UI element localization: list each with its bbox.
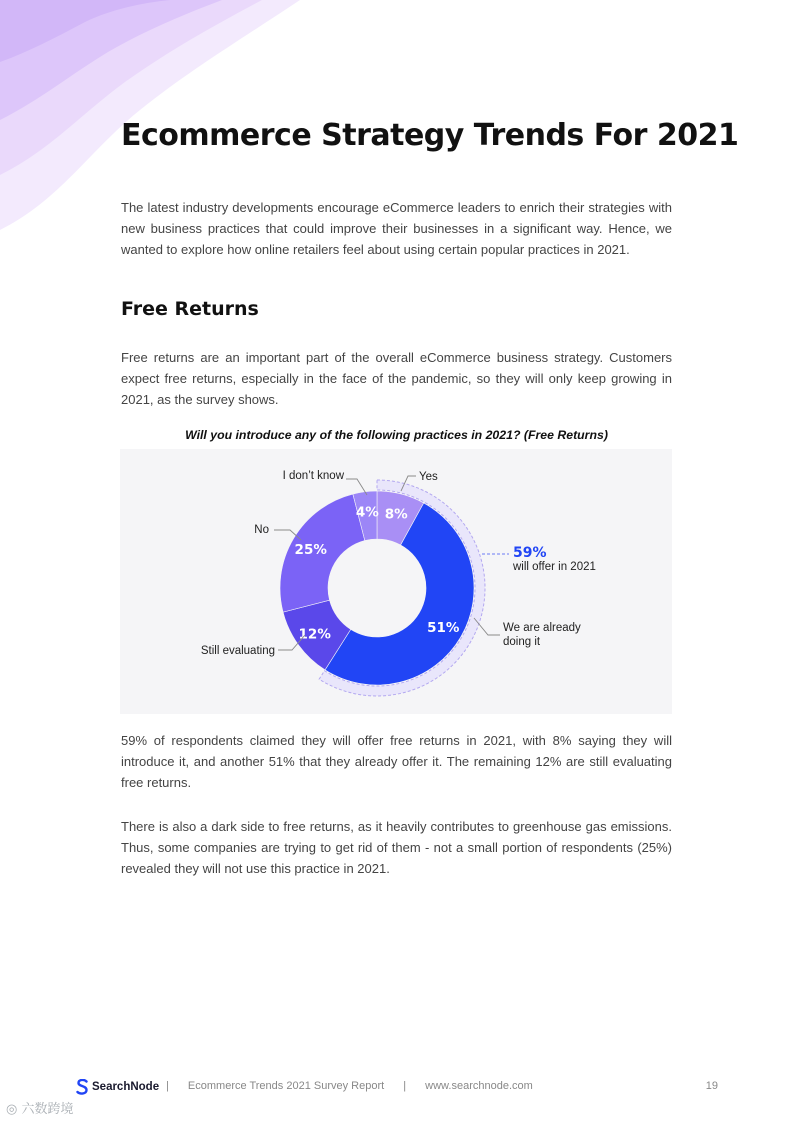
section-paragraph: Free returns are an important part of the overall eCommerce business strategy. Customers expect free returns, especially in the face of the pandemic, so they will only keep growing in 2021, as the survey shows. [121, 350, 672, 408]
chart-title: Will you introduce any of the following practices in 2021? (Free Returns) [185, 428, 608, 442]
label-dont-know: I don’t know [282, 470, 344, 482]
label-already-line1: We are already [503, 622, 581, 634]
donut-chart-panel [120, 449, 672, 714]
section-heading: Free Returns [121, 298, 259, 320]
label-already-line2: doing it [503, 636, 541, 648]
intro-paragraph: The latest industry developments encourage eCommerce leaders to enrich their strategies with new business practices that could improve their businesses in a significant way. Hence, we wanted to explore how online retailers feel about using certain popular practices in 2021. [121, 200, 672, 258]
searchnode-logo [76, 1079, 159, 1095]
page-title: Ecommerce Strategy Trends For 2021 [121, 118, 739, 153]
result-paragraph-1: 59% of respondents claimed they will offer free returns in 2021, with 8% saying they will introduce it, and another 51% that they already offer it. The remaining 12% are still evaluating free returns. [121, 733, 672, 791]
footer-brand: SearchNode [92, 1081, 160, 1093]
callout-text: will offer in 2021 [513, 561, 596, 573]
footer-separator: | [166, 1080, 169, 1092]
label-still-evaluating: Still evaluating [200, 645, 275, 657]
footer-separator: | [403, 1080, 407, 1092]
footer-report-title: Ecommerce Trends 2021 Survey Report [187, 1080, 385, 1092]
page-footer [76, 1079, 718, 1097]
callout-value: 59% [513, 545, 547, 561]
slice-value-label: 25% [294, 541, 327, 558]
result-paragraph-2: There is also a dark side to free returns, as it heavily contributes to greenhouse gas emissions. Thus, some companies are trying to get rid of them - not a small portion of respondents (25%) revealed they will not use this practice in 2021. [121, 819, 672, 877]
label-no: No [254, 524, 269, 536]
watermark-text: 六数跨境 [21, 1102, 74, 1117]
slice-value-label: 51% [427, 620, 460, 637]
slice-value-label: 8% [384, 506, 408, 523]
footer-links [166, 1080, 533, 1092]
label-yes: Yes [419, 471, 438, 483]
corner-wave-decoration [0, 0, 330, 230]
searchnode-s-icon [76, 1079, 89, 1095]
footer-url-link[interactable]: www.searchnode.com [425, 1080, 533, 1092]
page-number: 19 [705, 1080, 718, 1092]
slice-value-label: 4% [355, 504, 379, 521]
donut-chart [120, 449, 672, 714]
slice-value-label: 12% [298, 626, 331, 643]
watermark-logo-icon: ◎ [6, 1102, 18, 1117]
watermark [6, 1098, 74, 1117]
